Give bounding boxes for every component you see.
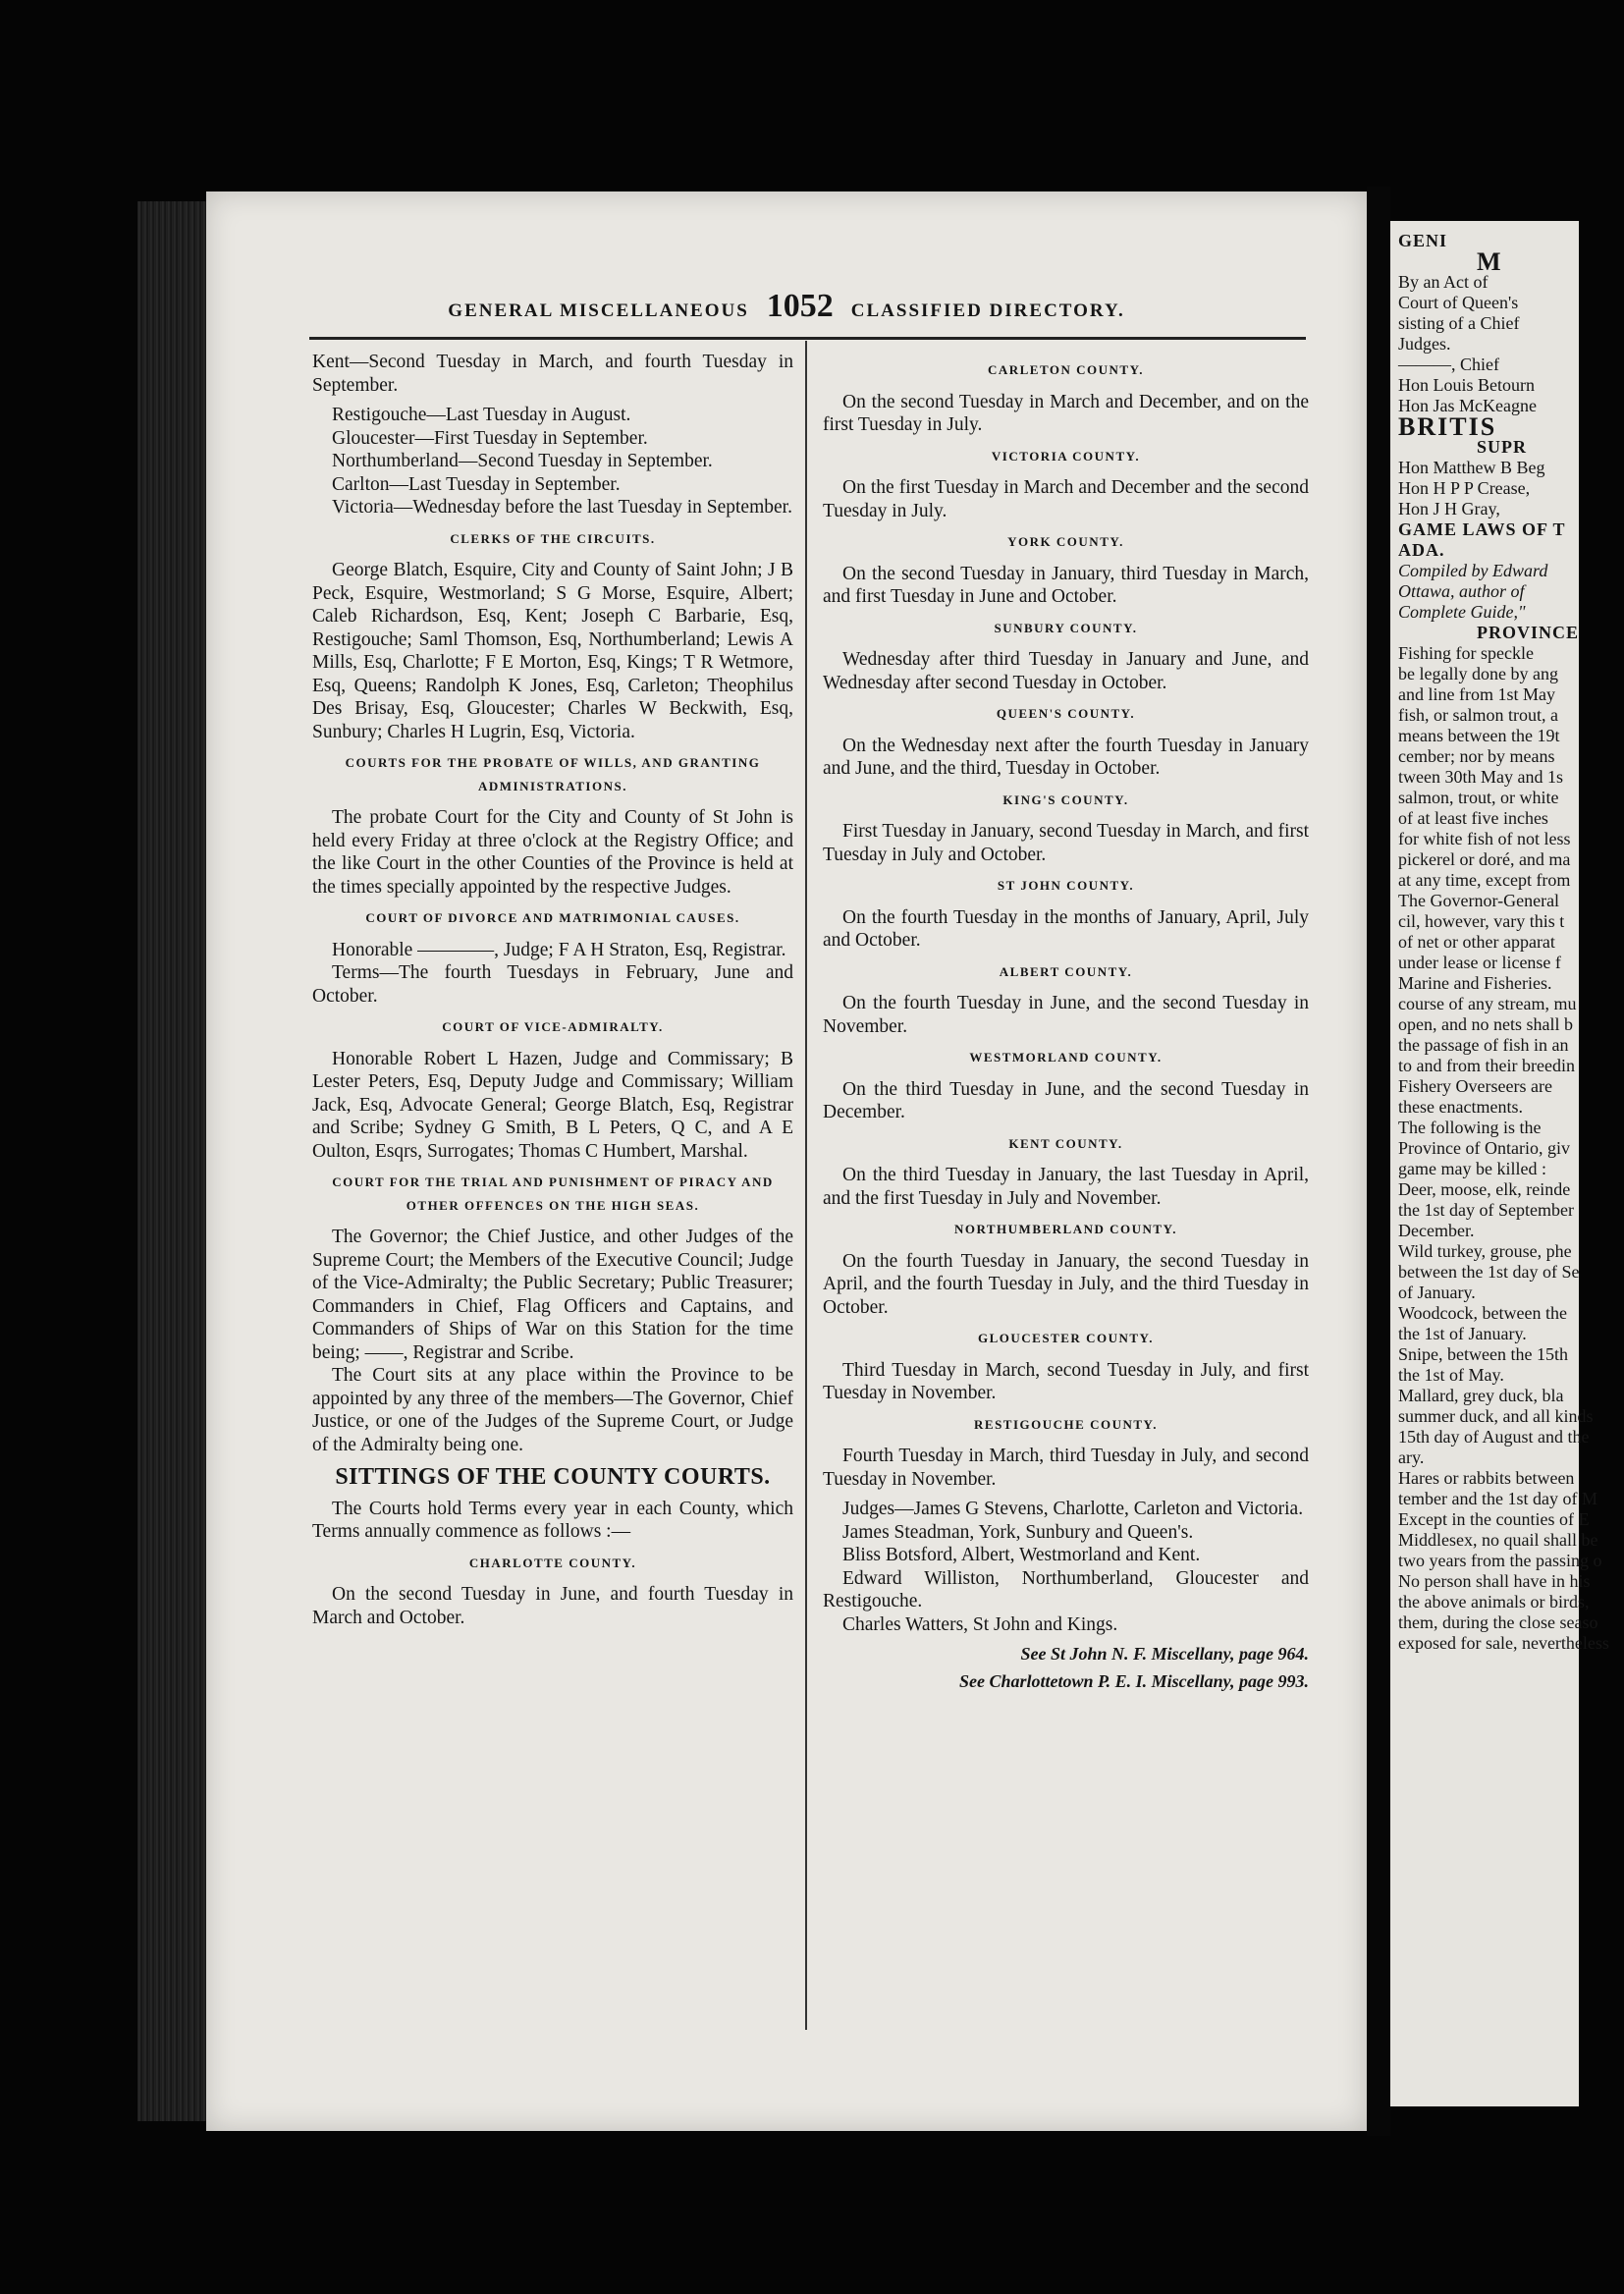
right-page-line: pickerel or doré, and ma — [1398, 849, 1571, 869]
judge-entry: Bliss Botsford, Albert, Westmorland and Kent. — [842, 1545, 1201, 1565]
right-page-line: sisting of a Chief — [1398, 313, 1520, 333]
right-page-line: Deer, moose, elk, reinde — [1398, 1179, 1571, 1199]
county-text: On the second Tuesday in March and December, and on the first Tuesday in July. — [823, 391, 1309, 435]
circuit-sittings-list — [312, 351, 793, 519]
right-page-line: Wild turkey, grouse, phe — [1398, 1241, 1572, 1261]
right-page-line: By an Act of — [1398, 272, 1489, 292]
circuit-sitting: Carlton—Last Tuesday in September. — [332, 473, 621, 495]
judge-entry: Judges—James G Stevens, Charlotte, Carleton and Victoria. — [842, 1499, 1304, 1519]
right-page-line: under lease or license f — [1398, 953, 1561, 972]
right-page-line: Judges. — [1398, 334, 1451, 354]
right-page-line: the passage of fish in an — [1398, 1035, 1569, 1055]
circuit-sitting: Restigouche—Last Tuesday in August. — [332, 405, 631, 425]
section-heading-piracy: COURT FOR THE TRIAL AND PUNISHMENT OF PIRACY AND OTHER OFFENCES ON THE HIGH SEAS. — [332, 1174, 774, 1213]
section-heading-divorce: COURT OF DIVORCE AND MATRIMONIAL CAUSES. — [365, 910, 740, 925]
cross-reference-st-john: See St John N. F. Miscellany, page 964. — [1020, 1644, 1309, 1664]
right-page-line: the above animals or birds, — [1398, 1592, 1590, 1611]
right-page-line: game may be killed : — [1398, 1159, 1546, 1178]
right-page-line: fish, or salmon trout, a — [1398, 705, 1558, 725]
right-page-line: exposed for sale, nevertheless — [1398, 1633, 1609, 1653]
right-page-line: December. — [1398, 1221, 1475, 1240]
running-head-right: CLASSIFIED DIRECTORY. — [850, 300, 1125, 321]
county-text: Third Tuesday in March, second Tuesday in July, and first Tuesday in November. — [823, 1359, 1309, 1403]
judges-list — [823, 1498, 1309, 1636]
county-heading: KENT COUNTY. — [1008, 1135, 1123, 1151]
county-court-list — [823, 358, 1309, 1491]
section-heading-admiralty: COURT OF VICE-ADMIRALTY. — [442, 1019, 664, 1034]
county-heading: YORK COUNTY. — [1007, 534, 1124, 549]
right-page-line: means between the 19t — [1398, 726, 1560, 745]
right-page-line: of at least five inches — [1398, 808, 1548, 828]
probate-text: The probate Court for the City and County of St John is held every Friday at three o'clock at the Registry Office; and the like Court in the other Counties of the Province is held at the times specially appointed by the respective Judges. — [312, 807, 793, 898]
right-page-line: the 1st day of September — [1398, 1200, 1574, 1220]
right-page-line: No person shall have in his — [1398, 1571, 1591, 1591]
page-number: 1052 — [766, 288, 834, 324]
right-page-line: open, and no nets shall b — [1398, 1014, 1573, 1034]
divorce-terms: Terms—The fourth Tuesdays in February, June and October. — [312, 962, 793, 1007]
piracy-text: The Governor; the Chief Justice, and other Judges of the Supreme Court; the Members of the Executive Council; Judge of the Vice-Admiralty; the Public Secretary; Public Treasurer; Commanders in Chief, Flag Officers and Captains, and Commanders of Ships of War on this Station for the time being; ——, Registrar and Scribe. — [312, 1227, 793, 1363]
column-rule — [805, 341, 807, 2030]
right-page-line: Hon J H Gray, — [1398, 499, 1500, 519]
right-page-line: BRITIS — [1398, 412, 1497, 441]
book-binding — [137, 201, 211, 2121]
right-page-line: The following is the — [1398, 1118, 1542, 1137]
county-heading: KING'S COUNTY. — [1002, 792, 1129, 807]
county-text: On the fourth Tuesday in the months of January, April, July and October. — [823, 906, 1309, 951]
county-courts-text: The Courts hold Terms every year in each County, which Terms annually commence as follows :— — [312, 1498, 793, 1542]
county-text: On the first Tuesday in March and December and the second Tuesday in July. — [823, 477, 1309, 521]
right-page-line: the 1st of January. — [1398, 1324, 1527, 1343]
right-page-text — [1398, 231, 1624, 1654]
section-heading-county-courts: SITTINGS OF THE COUNTY COURTS. — [335, 1464, 771, 1490]
right-page-line: two years from the passing o — [1398, 1551, 1602, 1570]
running-head-left: GENERAL MISCELLANEOUS — [448, 300, 749, 321]
right-page-line: Mallard, grey duck, bla — [1398, 1386, 1564, 1405]
right-page-line: Snipe, between the 15th — [1398, 1344, 1568, 1364]
circuit-sitting: Northumberland—Second Tuesday in September. — [332, 451, 713, 471]
right-page-line: them, during the close seaso — [1398, 1612, 1598, 1632]
right-page-line: these enactments. — [1398, 1097, 1523, 1117]
cross-reference-charlottetown: See Charlottetown P. E. I. Miscellany, page 993. — [958, 1670, 1309, 1691]
county-heading-charlotte: CHARLOTTE COUNTY. — [468, 1555, 637, 1570]
right-page-line: Court of Queen's — [1398, 293, 1519, 312]
left-column — [312, 351, 793, 1636]
county-heading: WESTMORLAND COUNTY. — [969, 1050, 1163, 1065]
right-page-line: ADA. — [1398, 540, 1445, 560]
right-page-line: Marine and Fisheries. — [1398, 973, 1552, 993]
county-heading: RESTIGOUCHE COUNTY. — [974, 1416, 1158, 1432]
right-page-line: Fishing for speckle — [1398, 643, 1534, 663]
right-page-line: Province of Ontario, giv — [1398, 1138, 1570, 1158]
right-page-line: Middlesex, no quail shall be — [1398, 1530, 1598, 1550]
right-page-line: M — [1477, 247, 1503, 276]
right-page-line: ———, Chief — [1398, 355, 1499, 374]
right-page-line: tween 30th May and 1s — [1398, 767, 1563, 787]
circuit-sitting: Gloucester—First Tuesday in September. — [332, 427, 648, 449]
piracy-text-2: The Court sits at any place within the Province to be appointed by any three of the members—The Governor, Chief Justice, or one of the Judges of the Supreme Court, or Judge of the Admiralty being one. — [312, 1365, 793, 1455]
right-page-line: 15th day of August and the — [1398, 1427, 1590, 1447]
county-text: On the fourth Tuesday in June, and the second Tuesday in November. — [823, 993, 1309, 1037]
right-page-line: salmon, trout, or white — [1398, 788, 1559, 807]
clerks-text: George Blatch, Esquire, City and County of Saint John; J B Peck, Esquire, Westmorland; S G Morse, Esquire, Albert; Caleb Richardson, Esq, Kent; Joseph C Barbarie, Esq, Restigouche; Saml Thomson, Esq, Northumberland; Lewis A Mills, Esq, Charlotte; F E Morton, Esq, Kings; T R Wetmore, Esq, Queens; Randolph K Jones, Esq, Carleton; Theophilus Des Brisay, Esq, Gloucester; Charles W Beckwith, Esq, Sunbury; Charles H Lugrin, Esq, Victoria. — [312, 560, 793, 742]
admiralty-text: Honorable Robert L Hazen, Judge and Commissary; B Lester Peters, Esq, Deputy Judge and Commissary; William Jack, Esq, Advocate General; George Blatch, Esq, Registrar and Scribe; Sydney G Smith, B L Peters, Q C, and A E Oulton, Esqrs, Surrogates; Thomas C Humbert, Marshal. — [312, 1048, 793, 1162]
county-heading: VICTORIA COUNTY. — [991, 448, 1141, 464]
right-page-line: Compiled by Edward — [1398, 561, 1548, 580]
county-text: On the Wednesday next after the fourth Tuesday in January and June, and the third, Tuesday in October. — [823, 735, 1309, 779]
right-page-line: of January. — [1398, 1283, 1476, 1302]
right-page-line: Hon Louis Betourn — [1398, 375, 1535, 395]
right-page-line: tember and the 1st day of M — [1398, 1489, 1597, 1508]
right-page-line: Hon Matthew B Beg — [1398, 458, 1545, 477]
right-page-line: SUPR — [1477, 437, 1528, 457]
right-page-line: cil, however, vary this t — [1398, 911, 1565, 931]
right-page-line: between the 1st day of Se — [1398, 1262, 1580, 1282]
circuit-sitting: Victoria—Wednesday before the last Tuesday in September. — [332, 497, 792, 518]
county-text: On the third Tuesday in June, and the second Tuesday in December. — [823, 1078, 1309, 1122]
right-page-line: Ottawa, author of — [1398, 581, 1525, 601]
county-heading: GLOUCESTER COUNTY. — [978, 1331, 1154, 1345]
right-page-line: and line from 1st May — [1398, 684, 1555, 704]
county-heading: ST JOHN COUNTY. — [997, 878, 1135, 893]
right-page-line: GAME LAWS OF T — [1398, 519, 1566, 539]
judge-entry: James Steadman, York, Sunbury and Queen's. — [842, 1521, 1194, 1543]
county-text: On the fourth Tuesday in January, the second Tuesday in April, and the fourth Tuesday in July, and the third Tuesday in October. — [823, 1250, 1309, 1318]
judge-entry: Charles Watters, St John and Kings. — [842, 1613, 1118, 1635]
divorce-text: Honorable ————, Judge; F A H Straton, Esq, Registrar. — [332, 939, 786, 960]
running-head — [206, 288, 1367, 339]
right-page-line: to and from their breedin — [1398, 1056, 1575, 1075]
page-gutter — [1367, 187, 1390, 2136]
county-heading: QUEEN'S COUNTY. — [996, 706, 1136, 721]
right-page-fragment — [1390, 221, 1609, 2106]
right-page-line: Woodcock, between the — [1398, 1303, 1567, 1323]
right-page-line: The Governor-General — [1398, 891, 1560, 910]
county-heading: CARLETON COUNTY. — [987, 362, 1145, 377]
section-heading-probate: COURTS FOR THE PROBATE OF WILLS, AND GRANTING ADMINISTRATIONS. — [345, 755, 761, 793]
right-page-line: GENI — [1398, 231, 1448, 250]
county-heading: NORTHUMBERLAND COUNTY. — [953, 1222, 1178, 1236]
right-page-line: PROVINCE — [1477, 623, 1580, 642]
right-page-line: ary. — [1398, 1447, 1425, 1467]
county-text: On the third Tuesday in January, the last Tuesday in April, and the first Tuesday in July and November. — [823, 1165, 1309, 1209]
right-page-line: Complete Guide," — [1398, 602, 1526, 622]
county-text: First Tuesday in January, second Tuesday in March, and first Tuesday in July and October. — [823, 821, 1309, 865]
left-page — [206, 191, 1367, 2131]
right-page-line: Hon H P P Crease, — [1398, 478, 1531, 498]
right-page-line: for white fish of not less — [1398, 829, 1571, 848]
section-heading-clerks: CLERKS OF THE CIRCUITS. — [450, 530, 656, 546]
right-page-line: be legally done by ang — [1398, 664, 1558, 683]
right-page-line: at any time, except from — [1398, 870, 1571, 890]
county-text: Wednesday after third Tuesday in January and June, and Wednesday after second Tuesday in October. — [823, 649, 1309, 693]
circuit-sitting: Kent—Second Tuesday in March, and fourth Tuesday in September. — [312, 352, 793, 396]
right-page-line: Fishery Overseers are — [1398, 1076, 1552, 1096]
right-page-line: cember; nor by means — [1398, 746, 1555, 766]
right-page-line: Hares or rabbits between — [1398, 1468, 1575, 1488]
header-rule — [309, 337, 1306, 340]
county-text-charlotte: On the second Tuesday in June, and fourth Tuesday in March and October. — [312, 1584, 793, 1628]
middle-column — [823, 351, 1309, 1697]
right-page-line: Hon Jas McKeagne — [1398, 396, 1537, 415]
right-page-line: the 1st of May. — [1398, 1365, 1504, 1385]
right-page-line: summer duck, and all kinds — [1398, 1406, 1594, 1426]
county-heading: ALBERT COUNTY. — [999, 963, 1133, 979]
right-page-line: of net or other apparat — [1398, 932, 1555, 952]
right-page-line: course of any stream, mu — [1398, 994, 1577, 1013]
county-heading: SUNBURY COUNTY. — [994, 620, 1138, 635]
county-text: Fourth Tuesday in March, third Tuesday in July, and second Tuesday in November. — [823, 1446, 1309, 1490]
county-text: On the second Tuesday in January, third Tuesday in March, and first Tuesday in June and October. — [823, 563, 1309, 607]
right-page-line: Except in the counties of E — [1398, 1509, 1590, 1529]
judge-entry: Edward Williston, Northumberland, Gloucester and Restigouche. — [823, 1567, 1309, 1611]
